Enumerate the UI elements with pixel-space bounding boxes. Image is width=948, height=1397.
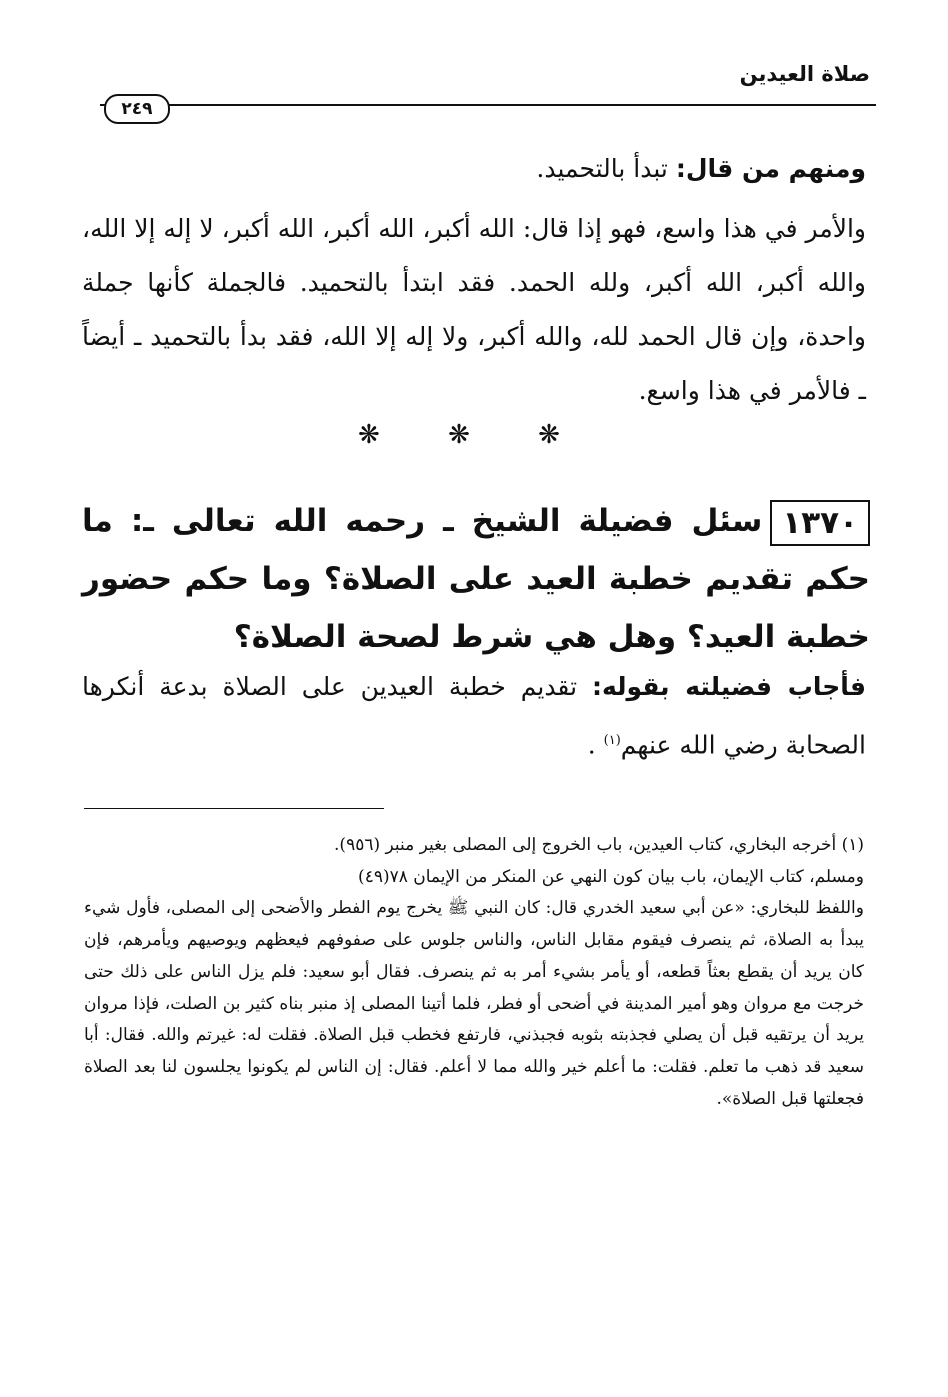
section-separator: ❋ ❋ ❋ — [358, 420, 590, 450]
footnotes — [84, 830, 864, 1115]
answer-label: فأجاب فضيلته بقوله: — [591, 672, 866, 701]
answer-end: . — [587, 730, 604, 760]
answer-block — [82, 660, 866, 772]
header-rule — [100, 104, 876, 106]
paragraph-1-label: ومنهم من قال: — [675, 154, 866, 183]
footnote-line-1: (١) أخرجه البخاري، كتاب العيدين، باب الخروج إلى المصلى بغير منبر (٩٥٦). — [334, 835, 864, 855]
paragraph-1-text: تبدأ بالتحميد. — [536, 154, 676, 183]
footnote-line-3: واللفظ للبخاري: «عن أبي سعيد الخدري قال: كان النبي ﷺ يخرج يوم الفطر والأضحى إلى المصلى، فأول شيء يبدأ به الصلاة، ثم ينصرف فيقوم مقابل الناس، والناس جلوس على صفوفهم فيعظهم ويوصيهم ويأمرهم، فإن كان يريد أن يقطع بعثاً قطعه، أو يأمر بشيء أمر به ثم ينصرف. فقال أبو سعيد: فلم يزل الناس على ذلك حتى خرجت مع مروان وهو أمير المدينة في أضحى أو فطر، فلما أتينا المصلى إذ منبر بناه كثير بن الصلت، فإذا مروان يريد أن يرتقيه قبل أن يصلي فجذبته بثوبه فجبذني، فارتفع فخطب قبل الصلاة. فقلت له: غيرتم والله. فقال: أبا سعيد قد ذهب ما تعلم. فقلت: ما أعلم خير والله مما لا أعلم. فقال: إن الناس لم يكونوا يجلسون لنا بعد الصلاة فجعلتها قبل الصلاة». — [84, 898, 864, 1109]
question-number: ١٣٧٠ — [770, 500, 870, 546]
paragraph-1 — [82, 142, 866, 196]
answer-text: تقديم خطبة العيدين على الصلاة بدعة أنكرها الصحابة رضي الله عنهم — [82, 672, 866, 760]
footnote-line-2: ومسلم، كتاب الإيمان، باب بيان كون النهي عن المنكر من الإيمان ٧٨(٤٩) — [358, 866, 864, 887]
footnote-rule — [84, 808, 384, 809]
question-text: سئل فضيلة الشيخ ـ رحمه الله تعالى ـ: ما حكم تقديم خطبة العيد على الصلاة؟ وما حكم حضور خطبة العيد؟ وهل هي شرط لصحة الصلاة؟ — [82, 503, 870, 655]
paragraph-2: والأمر في هذا واسع، فهو إذا قال: الله أكبر، الله أكبر، الله أكبر، لا إله إلا الله، والله أكبر، الله أكبر، ولله الحمد. فقد ابتدأ بالتحميد. فالجملة كأنها جملة واحدة، وإن قال الحمد لله، والله أكبر، ولا إله إلا الله، فقد بدأ بالتحميد ـ أيضاً ـ فالأمر في هذا واسع. — [82, 214, 866, 405]
footnote-ref: (١) — [603, 733, 621, 748]
running-title: صلاة العيدين — [739, 62, 870, 86]
question-block — [82, 492, 870, 666]
page-number: ٢٤٩ — [104, 94, 170, 124]
